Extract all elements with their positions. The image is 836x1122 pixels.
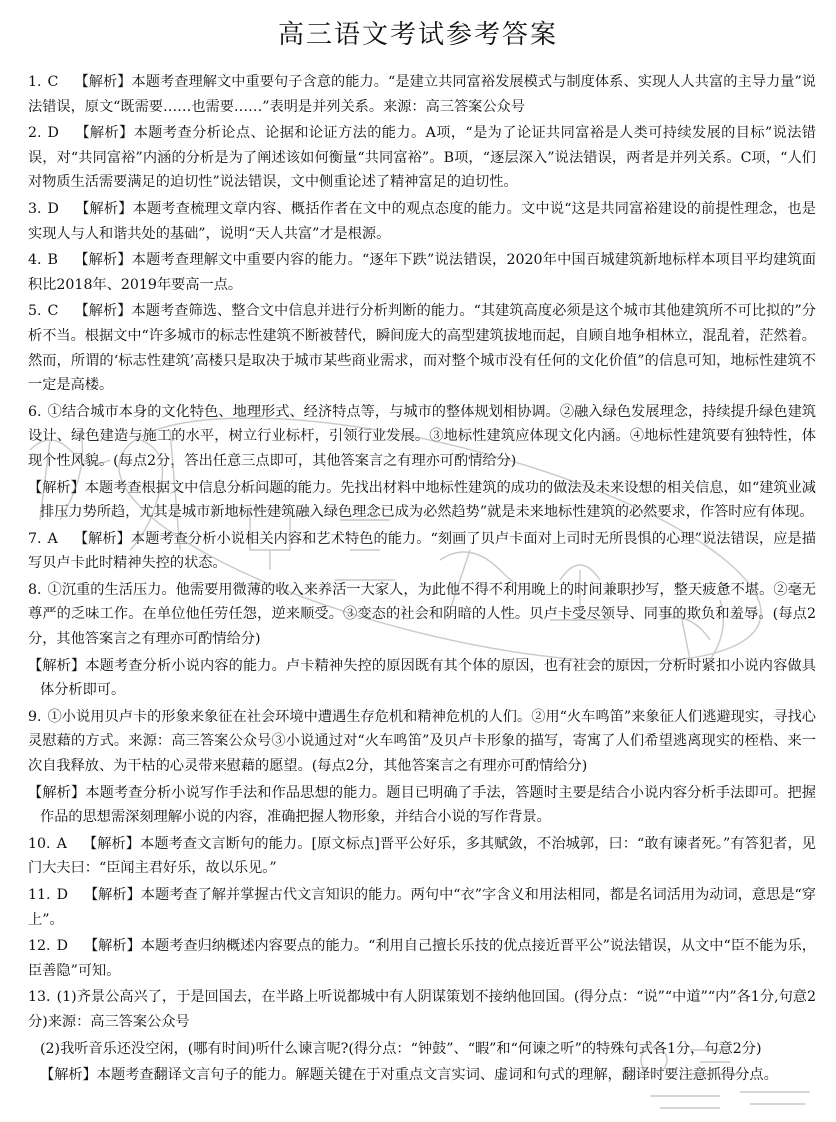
question-number: 11. <box>28 887 51 903</box>
answer-item <box>28 934 816 983</box>
question-number: 3. <box>28 200 42 217</box>
answer-choice: D <box>56 887 68 903</box>
question-number: 13. <box>28 989 51 1006</box>
answer-text: 【解析】本题考查分析小说相关内容和艺术特色的能力。“刻画了贝卢卡面对上司时无所畏惧的心理”说法错误，应是描写贝卢卡此时精神失控的状态。 <box>28 530 816 572</box>
question-number: 7. <box>28 530 42 547</box>
answer-item <box>28 705 816 779</box>
answer-item <box>28 248 816 297</box>
analysis-note: 【解析】本题考查根据文中信息分析问题的能力。先找出材料中地标性建筑的成功的做法及未来设想的相关信息，如“建筑业减排压力势所趋，尤其是城市新地标性建筑融入绿色理念已成为必然趋势”就是未来地标性建筑的必然要求，作答时应有体现。 <box>28 479 816 521</box>
question-number: 8. <box>28 581 42 598</box>
answer-choice: C <box>47 303 59 320</box>
answer-item <box>28 121 816 195</box>
analysis-note: 【解析】本题考查分析小说写作手法和作品思想的能力。题目已明确了手法，答题时主要是结合小说内容分析手法即可。把握作品的思想需深刻理解小说的内容，准确把握人物形象，并结合小说的写作背景。 <box>28 784 816 826</box>
sub-answer: (2)我听音乐还没空闲，(哪有时间)听什么谏言呢?(得分点：“钟鼓”、“暇”和“何谏之听”的特殊句式各1分，句意2分) <box>40 1040 762 1057</box>
answer-text: 【解析】本题考查梳理文章内容、概括作者在文中的观点态度的能力。文中说“这是共同富裕建设的前提性理念，也是实现人与人和谐共处的基础”，说明“天人共富”才是根源。 <box>28 200 816 242</box>
answer-item <box>28 400 816 474</box>
page-title: 高三语文考试参考答案 <box>277 20 558 50</box>
answer-item <box>28 883 816 932</box>
answer-text: (1)齐景公高兴了，于是回国去，在半路上听说都城中有人阴谋策划不接纳他回国。(得分点：“说”“中道”“内”各1分,句意2分)来源：高三答案公众号 <box>28 989 816 1030</box>
answer-choice: D <box>47 125 59 142</box>
answer-item <box>28 70 816 119</box>
answer-item <box>28 985 816 1034</box>
question-number: 4. <box>28 252 42 269</box>
question-number: 12. <box>28 938 51 955</box>
question-number: 9. <box>28 708 42 725</box>
answer-text: ①结合城市本身的文化特色、地理形式、经济特点等，与城市的整体规划相协调。②融入绿色发展理念，持续提升绿色建筑设计、绿色建造与施工的水平，树立行业标杆，引领行业发展。③地标性建筑应体现文化内涵。④地标性建筑要有独特性，体现个性风貌。(每点2分，答出任意三点即可，其他答案言之有理亦可酌情给分) <box>28 403 816 469</box>
question-number: 10. <box>28 835 51 852</box>
answer-choice: C <box>47 74 59 90</box>
answer-choice: D <box>47 200 59 217</box>
question-number: 6. <box>28 403 42 420</box>
question-number: 2. <box>28 125 42 142</box>
answer-text: 【解析】本题考查理解文中重要句子含意的能力。“是建立共同富裕发展模式与制度体系、实现人人共富的主导力量”说法错误，原文“既需要……也需要……”表明是并列关系。来源：高三答案公众号 <box>28 74 816 115</box>
answer-item <box>28 197 816 246</box>
answer-text: ①沉重的生活压力。他需要用微薄的收入来养活一大家人，为此他不得不利用晚上的时间兼职抄写，整天疲惫不堪。②毫无尊严的乏味工作。在单位他任劳任怨，逆来顺受。③变态的社会和阴暗的人性。贝卢卡受尽领导、同事的欺负和羞辱。(每点2分，其他答案言之有理亦可酌情给分) <box>28 581 816 648</box>
answer-item <box>28 832 816 881</box>
answer-text: ①小说用贝卢卡的形象来象征在社会环境中遭遇生存危机和精神危机的人们。②用“火车鸣笛”来象征人们逃避现实，寻找心灵慰藉的方式。来源：高三答案公众号③小说通过对“火车鸣笛”及贝卢卡形象的描写，寄寓了人们希望逃离现实的桎梏、来一次自我释放、为干枯的心灵带来慰藉的愿望。(每点2分，其他答案言之有理亦可酌情给分) <box>28 708 816 775</box>
answer-choice: B <box>47 252 58 269</box>
answer-text: 【解析】本题考查分析论点、论据和论证方法的能力。A项，“是为了论证共同富裕是人类可持续发展的目标”说法错误，对“共同富裕”内涵的分析是为了阐述该如何衡量“共同富裕”。B项，“逐层深入”说法错误，两者是并列关系。C项，“人们对物质生活需要满足的迫切性”说法错误，文中侧重论述了精神富足的迫切性。 <box>28 125 816 191</box>
answer-item <box>28 527 816 576</box>
answer-choice: D <box>56 938 68 955</box>
answer-list <box>28 70 816 1090</box>
answer-text: 【解析】本题考查筛选、整合文中信息并进行分析判断的能力。“其建筑高度必须是这个城市其他建筑所不可比拟的”分析不当。根据文中“许多城市的标志性建筑不断被替代，瞬间庞大的高型建筑拔地而起，自顾自地争相林立，混乱着，茫然着。然而，所谓的‘标志性建筑’高楼只是取决于城市某些商业需求，而对整个城市没有任何的文化价值”的信息可知，地标性建筑不一定是高楼。 <box>28 303 816 394</box>
answer-text: 【解析】本题考查文言断句的能力。[原文标点]晋平公好乐，多其赋敛，不治城郭，曰：“敢有谏者死。”有答犯者，见门大夫曰：“臣闻主君好乐，故以乐见。” <box>28 835 816 877</box>
analysis-note: 【解析】本题考查分析小说内容的能力。卢卡精神失控的原因既有其个体的原因，也有社会的原因，分析时紧扣小说内容做具体分析即可。 <box>28 657 816 699</box>
answer-text: 【解析】本题考查理解文中重要内容的能力。“逐年下跌”说法错误，2020年中国百城建筑新地标样本项目平均建筑面积比2018年、2019年要高一点。 <box>28 252 816 293</box>
question-number: 1. <box>28 74 42 90</box>
answer-item <box>28 299 816 397</box>
answer-item <box>28 578 816 652</box>
answer-choice: A <box>56 835 67 852</box>
sub-answer: 【解析】本题考查翻译文言句子的能力。解题关键在于对重点文言实词、虚词和句式的理解，翻译时要注意抓得分点。 <box>40 1067 778 1084</box>
answer-choice: A <box>47 530 58 547</box>
answer-text: 【解析】本题考查了解并掌握古代文言知识的能力。两句中“衣”字含义和用法相同，都是名词活用为动词，意思是“穿上”。 <box>28 887 816 928</box>
question-number: 5. <box>28 303 42 320</box>
answer-text: 【解析】本题考查归纳概述内容要点的能力。“利用自己擅长乐技的优点接近晋平公”说法错误，从文中“臣不能为乐，臣善隐”可知。 <box>28 938 816 979</box>
